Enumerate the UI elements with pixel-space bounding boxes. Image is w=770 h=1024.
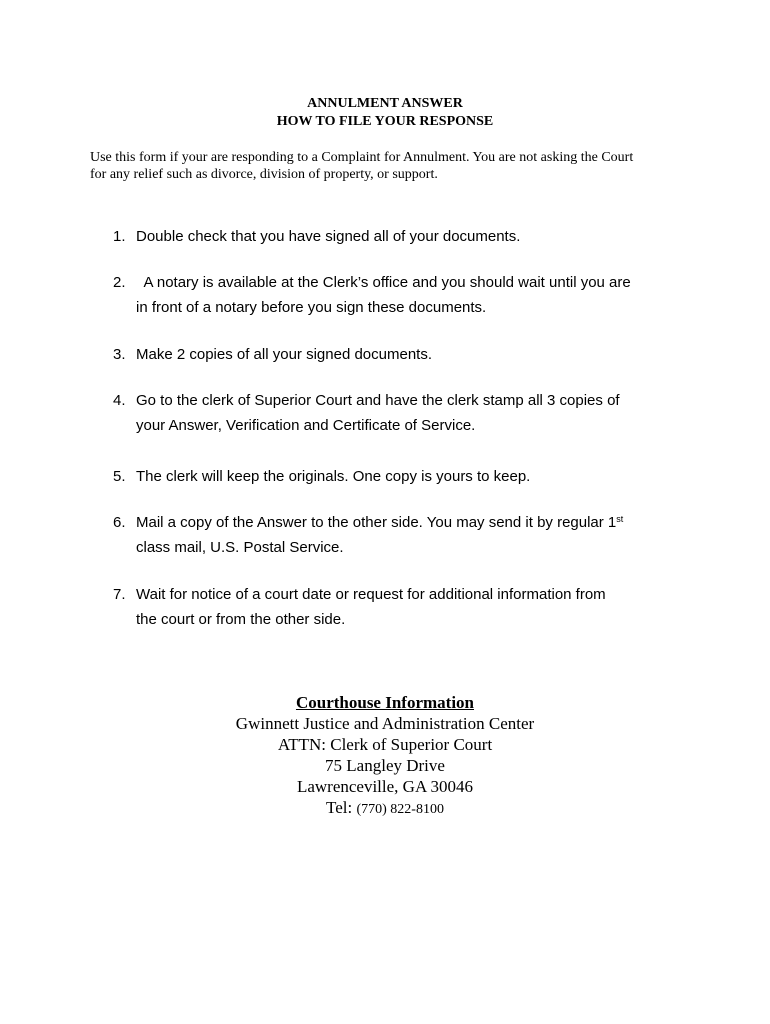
intro-line-2: for any relief such as divorce, division of property, or support.	[90, 167, 438, 182]
step-text-line	[136, 510, 693, 535]
step-text-line: your Answer, Verification and Certificate of Service.	[136, 417, 476, 434]
courthouse-phone	[0, 797, 770, 820]
step-text-line: class mail, U.S. Postal Service.	[136, 539, 344, 556]
step-number: 4.	[113, 392, 126, 409]
courthouse-line-3: 75 Langley Drive	[325, 756, 445, 775]
step-number: 6.	[113, 514, 126, 531]
courthouse-line-2: ATTN: Clerk of Superior Court	[277, 735, 493, 754]
step-number: 5.	[113, 468, 126, 485]
intro-line-1: Use this form if your are responding to a Complaint for Annulment. You are not asking the Court	[90, 150, 634, 165]
step-text-line: A notary is available at the Clerk’s office and you should wait until you are	[136, 274, 631, 291]
step-number: 1.	[113, 228, 126, 245]
title-line-2: HOW TO FILE YOUR RESPONSE	[276, 114, 494, 129]
intro-paragraph	[90, 149, 690, 183]
step-text-line: in front of a notary before you sign these documents.	[136, 299, 487, 316]
step-text-line: Wait for notice of a court date or request for additional information from	[136, 586, 606, 603]
document-title	[0, 95, 770, 131]
courthouse-heading: Courthouse Information	[295, 693, 475, 712]
step-number: 3.	[113, 346, 126, 363]
step-number: 7.	[113, 586, 126, 603]
tel-number: (770) 822-8100	[356, 802, 444, 817]
step-text-line: Make 2 copies of all your signed documents.	[136, 346, 432, 363]
ordinal-suffix: st	[616, 514, 624, 524]
step-text-line: Go to the clerk of Superior Court and have the clerk stamp all 3 copies of	[136, 392, 620, 409]
courthouse-info	[0, 692, 770, 820]
step-text-line: The clerk will keep the originals. One copy is yours to keep.	[136, 468, 531, 485]
step-text-line: the court or from the other side.	[136, 611, 346, 628]
step-text-main: Mail a copy of the Answer to the other side. You may send it by regular 1	[136, 514, 617, 531]
courthouse-line-1: Gwinnett Justice and Administration Center	[235, 714, 535, 733]
step-number: 2.	[113, 274, 126, 291]
step-text-line: Double check that you have signed all of your documents.	[136, 228, 521, 245]
courthouse-line-4: Lawrenceville, GA 30046	[296, 777, 474, 796]
tel-label: Tel:	[326, 798, 357, 817]
title-line-1: ANNULMENT ANSWER	[307, 96, 463, 111]
